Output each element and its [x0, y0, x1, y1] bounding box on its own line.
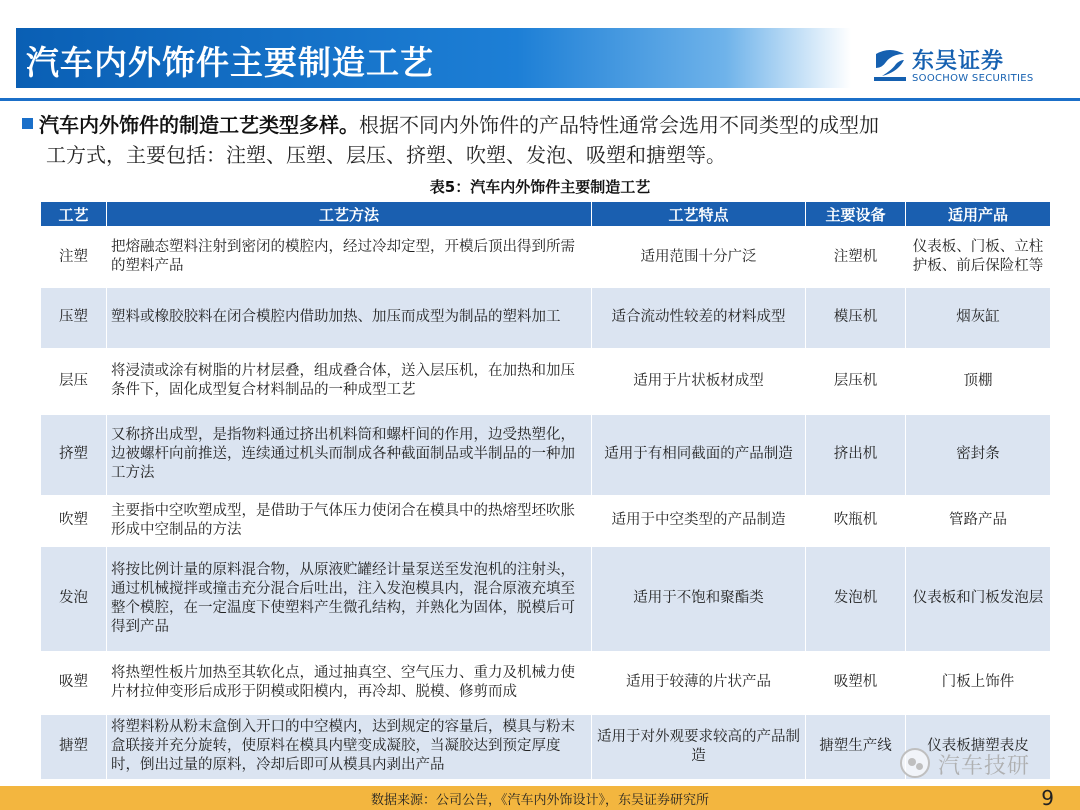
intro-paragraph: [22, 110, 1072, 170]
table-row: [41, 715, 1051, 779]
intro-line-2: 工方式，主要包括：注塑、压塑、层压、挤塑、吹塑、发泡、吸塑和搪塑等。: [46, 143, 726, 167]
feature-cell: 适用于较薄的片状产品: [592, 651, 806, 715]
column-header: 主要设备: [806, 202, 906, 227]
column-header: 适用产品: [906, 202, 1051, 227]
method-cell: 将浸渍或涂有树脂的片材层叠，组成叠合体，送入层压机，在加热和加压条件下，固化成型复合材料制品的一种成型工艺: [107, 348, 592, 415]
wechat-watermark: [900, 746, 1070, 782]
table-row: [41, 495, 1051, 547]
column-header: 工艺方法: [107, 202, 592, 227]
data-source: 数据来源：公司公告，《汽车内外饰设计》，东吴证券研究所: [370, 793, 709, 808]
table-row: [41, 415, 1051, 495]
intro-line-1: [22, 110, 1072, 140]
products-cell: 管路产品: [906, 495, 1051, 547]
equipment-cell: 挤出机: [806, 415, 906, 495]
soochow-logo-icon: [872, 46, 908, 82]
watermark-text: 汽车技研: [938, 754, 1031, 779]
footer-bar: [0, 786, 1080, 810]
process-cell: 压塑: [41, 288, 107, 348]
equipment-cell: 模压机: [806, 288, 906, 348]
table-row: [41, 288, 1051, 348]
feature-cell: 适用于片状板材成型: [592, 348, 806, 415]
method-cell: 将塑料粉从粉末盒倒入开口的中空模内，达到规定的容量后，模具与粉末盒联接并充分旋转，使原料在模具内壁变成凝胶，当凝胶达到预定厚度时，倒出过量的原料，冷却后即可从模具内剥出产品: [107, 715, 592, 779]
table-row: [41, 651, 1051, 715]
title-bar: [16, 28, 851, 88]
table-row: [41, 547, 1051, 651]
equipment-cell: 吸塑机: [806, 651, 906, 715]
process-cell: 吸塑: [41, 651, 107, 715]
process-cell: 搪塑: [41, 715, 107, 779]
table-header-row: [41, 202, 1051, 227]
company-logo: [872, 46, 1072, 90]
column-header: 工艺特点: [592, 202, 806, 227]
products-cell: 仪表板搪塑表皮: [906, 715, 1051, 779]
products-cell: 密封条: [906, 415, 1051, 495]
products-cell: 烟灰缸: [906, 288, 1051, 348]
header: [0, 0, 1080, 104]
table-row: [41, 227, 1051, 288]
feature-cell: 适用范围十分广泛: [592, 227, 806, 288]
equipment-cell: 发泡机: [806, 547, 906, 651]
page-number: 9: [1041, 786, 1054, 810]
method-cell: 又称挤出成型，是指物料通过挤出机料筒和螺杆间的作用，边受热塑化，边被螺杆向前推送，连续通过机头而制成各种截面制品或半制品的一种加工方法: [107, 415, 592, 495]
process-table: [40, 201, 1051, 779]
method-cell: 塑料或橡胶胶料在闭合模腔内借助加热、加压而成型为制品的塑料加工: [107, 288, 592, 348]
wechat-icon: [900, 748, 930, 778]
products-cell: 仪表板和门板发泡层: [906, 547, 1051, 651]
method-cell: 将热塑性板片加热至其软化点，通过抽真空、空气压力、重力及机械力使片材拉伸变形后成形于阴模或阳模内，再冷却、脱模、修剪而成: [107, 651, 592, 715]
process-cell: 挤塑: [41, 415, 107, 495]
process-cell: 发泡: [41, 547, 107, 651]
feature-cell: 适用于有相同截面的产品制造: [592, 415, 806, 495]
table-caption: 表5：汽车内外饰件主要制造工艺: [429, 178, 651, 196]
equipment-cell: 层压机: [806, 348, 906, 415]
page-title: 汽车内外饰件主要制造工艺: [26, 43, 434, 82]
process-cell: 注塑: [41, 227, 107, 288]
feature-cell: 适用于对外观要求较高的产品制造: [592, 715, 806, 779]
process-cell: 层压: [41, 348, 107, 415]
feature-cell: 适用于不饱和聚酯类: [592, 547, 806, 651]
products-cell: 仪表板、门板、立柱护板、前后保险杠等: [906, 227, 1051, 288]
intro-bold: 汽车内外饰件的制造工艺类型多样。: [39, 113, 359, 137]
method-cell: 将按比例计量的原料混合物，从原液贮罐经计量泵送至发泡机的注射头，通过机械搅拌或撞击充分混合后吐出，注入发泡模具内，混合原液充填至整个模腔，在一定温度下使塑料产生微孔结构，并熟化为固体，脱模后可得到产品: [107, 547, 592, 651]
logo-english-name: SOOCHOW SECURITIES: [912, 73, 1034, 84]
products-cell: 门板上饰件: [906, 651, 1051, 715]
process-cell: 吹塑: [41, 495, 107, 547]
feature-cell: 适用于中空类型的产品制造: [592, 495, 806, 547]
equipment-cell: 注塑机: [806, 227, 906, 288]
header-divider: [0, 98, 1080, 101]
column-header: 工艺: [41, 202, 107, 227]
method-cell: 主要指中空吹塑成型，是借助于气体压力使闭合在模具中的热熔型坯吹胀形成中空制品的方法: [107, 495, 592, 547]
equipment-cell: 搪塑生产线: [806, 715, 906, 779]
equipment-cell: 吹瓶机: [806, 495, 906, 547]
square-bullet-icon: [22, 118, 33, 129]
products-cell: 顶棚: [906, 348, 1051, 415]
logo-chinese-name: 东吴证券: [912, 49, 1005, 74]
method-cell: 把熔融态塑料注射到密闭的模腔内，经过冷却定型，开模后顶出得到所需的塑料产品: [107, 227, 592, 288]
intro-text-1: 根据不同内外饰件的产品特性通常会选用不同类型的成型加: [359, 113, 879, 137]
table-row: [41, 348, 1051, 415]
feature-cell: 适合流动性较差的材料成型: [592, 288, 806, 348]
